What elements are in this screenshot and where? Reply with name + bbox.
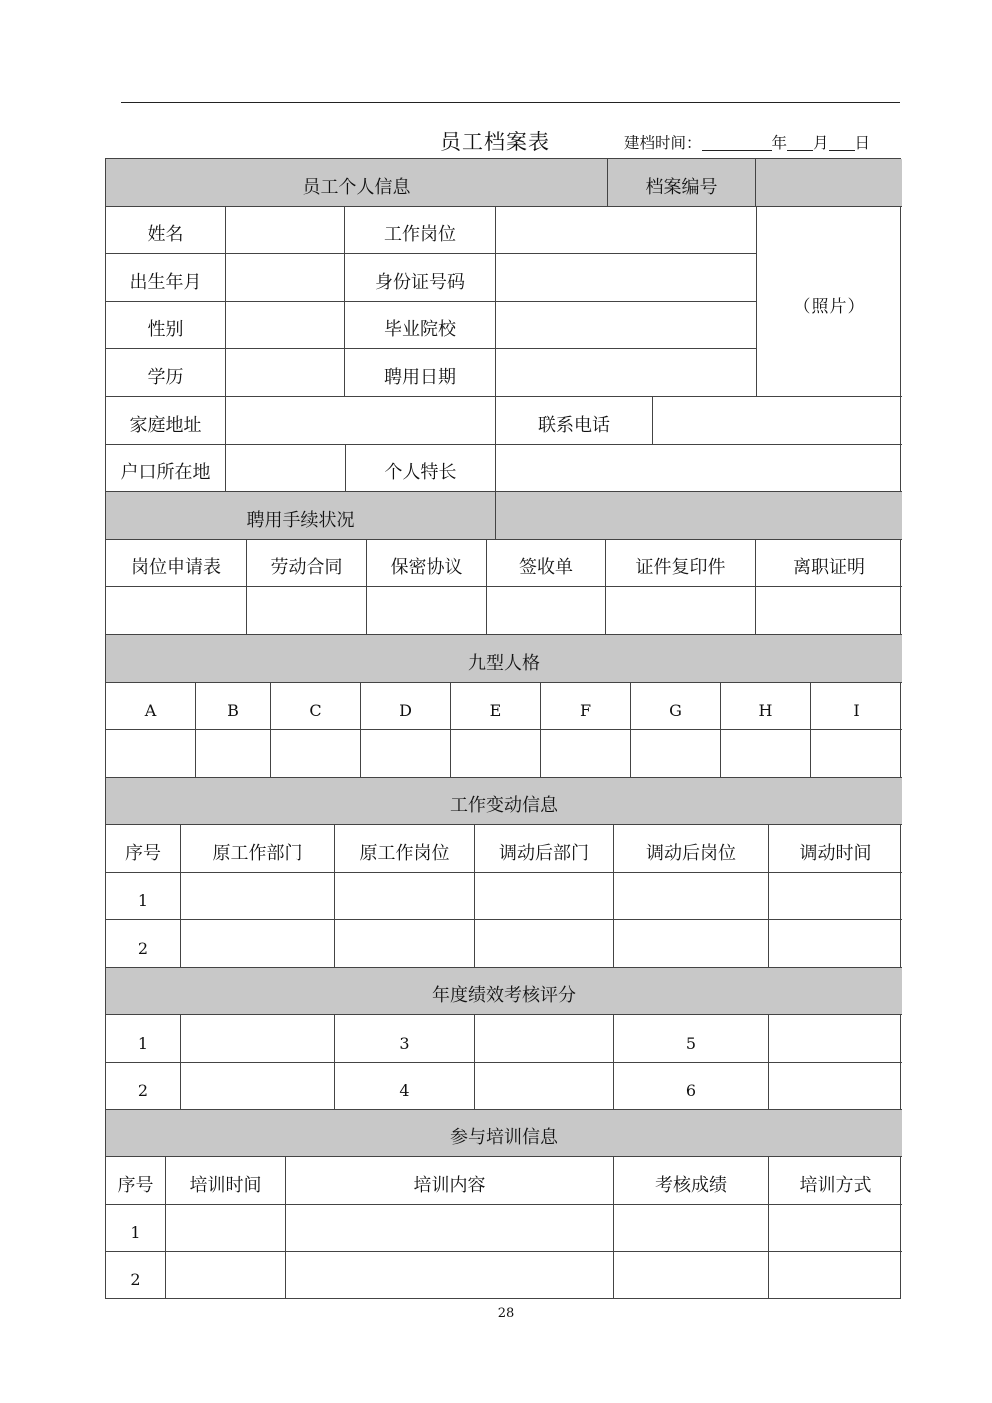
training-col-time: 培训时间 bbox=[166, 1157, 286, 1205]
enneagram-field-f[interactable] bbox=[541, 730, 631, 778]
training-row-2-score[interactable] bbox=[614, 1252, 769, 1298]
performance-score-4[interactable] bbox=[475, 1063, 614, 1110]
transfer-col-no: 序号 bbox=[106, 825, 181, 873]
school-field[interactable] bbox=[496, 302, 757, 349]
training-row-2-time[interactable] bbox=[166, 1252, 286, 1298]
year-blank[interactable] bbox=[702, 134, 772, 151]
transfer-row-2-old-dept[interactable] bbox=[181, 920, 335, 968]
performance-score-5[interactable] bbox=[769, 1015, 902, 1063]
enneagram-field-d[interactable] bbox=[361, 730, 451, 778]
performance-label-2: 2 bbox=[106, 1063, 181, 1110]
hiring-status-blank bbox=[496, 492, 902, 540]
training-row-2-no: 2 bbox=[106, 1252, 166, 1298]
filing-date-label: 建档时间： bbox=[624, 134, 702, 152]
training-row-1-content[interactable] bbox=[286, 1205, 614, 1252]
transfer-row-2-new-position[interactable] bbox=[614, 920, 769, 968]
header-rule bbox=[121, 102, 900, 103]
enneagram-col-c: C bbox=[271, 683, 361, 730]
enneagram-col-e: E bbox=[451, 683, 541, 730]
hiring-field-id-copy[interactable] bbox=[606, 587, 756, 635]
transfer-col-new-dept: 调动后部门 bbox=[475, 825, 614, 873]
transfer-row-1-new-dept[interactable] bbox=[475, 873, 614, 920]
address-label: 家庭地址 bbox=[106, 397, 226, 445]
hire-date-label: 聘用日期 bbox=[345, 349, 496, 397]
performance-score-1[interactable] bbox=[181, 1015, 335, 1063]
enneagram-col-f: F bbox=[541, 683, 631, 730]
enneagram-field-e[interactable] bbox=[451, 730, 541, 778]
hiring-field-application[interactable] bbox=[106, 587, 247, 635]
performance-score-2[interactable] bbox=[181, 1063, 335, 1110]
transfer-col-old-position: 原工作岗位 bbox=[335, 825, 475, 873]
training-col-content: 培训内容 bbox=[286, 1157, 614, 1205]
hiring-col-receipt: 签收单 bbox=[487, 540, 606, 587]
skills-field[interactable] bbox=[496, 445, 902, 492]
transfer-row-1-old-position[interactable] bbox=[335, 873, 475, 920]
hiring-field-nda[interactable] bbox=[367, 587, 487, 635]
performance-label-1: 1 bbox=[106, 1015, 181, 1063]
birth-field[interactable] bbox=[226, 254, 345, 302]
education-label: 学历 bbox=[106, 349, 226, 397]
training-col-method: 培训方式 bbox=[769, 1157, 902, 1205]
hiring-status-header: 聘用手续状况 bbox=[106, 492, 496, 540]
hire-date-field[interactable] bbox=[496, 349, 757, 397]
personal-info-header: 员工个人信息 bbox=[106, 159, 608, 207]
enneagram-field-a[interactable] bbox=[106, 730, 196, 778]
archive-no-label: 档案编号 bbox=[608, 159, 756, 207]
transfer-header: 工作变动信息 bbox=[106, 778, 902, 825]
performance-label-5: 5 bbox=[614, 1015, 769, 1063]
enneagram-header: 九型人格 bbox=[106, 635, 902, 683]
employee-record-form bbox=[105, 158, 901, 1299]
hukou-field[interactable] bbox=[226, 445, 346, 492]
transfer-row-2-new-dept[interactable] bbox=[475, 920, 614, 968]
hiring-field-resignation[interactable] bbox=[756, 587, 902, 635]
education-field[interactable] bbox=[226, 349, 345, 397]
hiring-col-contract: 劳动合同 bbox=[247, 540, 367, 587]
transfer-row-1-no: 1 bbox=[106, 873, 181, 920]
transfer-row-2-time[interactable] bbox=[769, 920, 902, 968]
transfer-col-old-dept: 原工作部门 bbox=[181, 825, 335, 873]
enneagram-field-i[interactable] bbox=[811, 730, 902, 778]
transfer-row-1-time[interactable] bbox=[769, 873, 902, 920]
enneagram-col-a: A bbox=[106, 683, 196, 730]
name-field[interactable] bbox=[226, 207, 345, 254]
training-row-2-method[interactable] bbox=[769, 1252, 902, 1298]
enneagram-field-g[interactable] bbox=[631, 730, 721, 778]
name-label: 姓名 bbox=[106, 207, 226, 254]
id-no-field[interactable] bbox=[496, 254, 757, 302]
training-row-1-score[interactable] bbox=[614, 1205, 769, 1252]
phone-field[interactable] bbox=[653, 397, 902, 445]
gender-field[interactable] bbox=[226, 302, 345, 349]
transfer-row-1-new-position[interactable] bbox=[614, 873, 769, 920]
filing-date bbox=[624, 131, 870, 153]
archive-no-field[interactable] bbox=[756, 159, 902, 207]
school-label: 毕业院校 bbox=[345, 302, 496, 349]
performance-label-3: 3 bbox=[335, 1015, 475, 1063]
training-col-score: 考核成绩 bbox=[614, 1157, 769, 1205]
transfer-col-new-position: 调动后岗位 bbox=[614, 825, 769, 873]
transfer-row-2-no: 2 bbox=[106, 920, 181, 968]
performance-label-4: 4 bbox=[335, 1063, 475, 1110]
transfer-row-2-old-position[interactable] bbox=[335, 920, 475, 968]
performance-score-6[interactable] bbox=[769, 1063, 902, 1110]
day-blank[interactable] bbox=[829, 134, 855, 151]
enneagram-col-i: I bbox=[811, 683, 902, 730]
performance-score-3[interactable] bbox=[475, 1015, 614, 1063]
hiring-col-application: 岗位申请表 bbox=[106, 540, 247, 587]
form-title: 员工档案表 bbox=[440, 130, 550, 154]
day-label: 日 bbox=[854, 134, 871, 152]
month-blank[interactable] bbox=[787, 134, 813, 151]
enneagram-col-g: G bbox=[631, 683, 721, 730]
phone-label: 联系电话 bbox=[496, 397, 653, 445]
year-label: 年 bbox=[771, 134, 788, 152]
gender-label: 性别 bbox=[106, 302, 226, 349]
training-header: 参与培训信息 bbox=[106, 1110, 902, 1157]
enneagram-field-h[interactable] bbox=[721, 730, 811, 778]
hiring-col-id-copy: 证件复印件 bbox=[606, 540, 756, 587]
training-col-no: 序号 bbox=[106, 1157, 166, 1205]
hukou-label: 户口所在地 bbox=[106, 445, 226, 492]
photo-box[interactable] bbox=[757, 207, 902, 397]
skills-label: 个人特长 bbox=[346, 445, 496, 492]
page-number: 28 bbox=[497, 1306, 515, 1321]
birth-label: 出生年月 bbox=[106, 254, 226, 302]
transfer-row-1-old-dept[interactable] bbox=[181, 873, 335, 920]
training-row-1-method[interactable] bbox=[769, 1205, 902, 1252]
position-field[interactable] bbox=[496, 207, 757, 254]
training-row-1-time[interactable] bbox=[166, 1205, 286, 1252]
month-label: 月 bbox=[813, 134, 829, 152]
training-row-1-no: 1 bbox=[106, 1205, 166, 1252]
enneagram-col-h: H bbox=[721, 683, 811, 730]
performance-header: 年度绩效考核评分 bbox=[106, 968, 902, 1015]
performance-label-6: 6 bbox=[614, 1063, 769, 1110]
hiring-field-receipt[interactable] bbox=[487, 587, 606, 635]
photo-placeholder: （照片） bbox=[793, 297, 866, 317]
enneagram-col-b: B bbox=[196, 683, 271, 730]
enneagram-col-d: D bbox=[361, 683, 451, 730]
transfer-col-time: 调动时间 bbox=[769, 825, 902, 873]
enneagram-field-c[interactable] bbox=[271, 730, 361, 778]
hiring-field-contract[interactable] bbox=[247, 587, 367, 635]
training-row-2-content[interactable] bbox=[286, 1252, 614, 1298]
enneagram-field-b[interactable] bbox=[196, 730, 271, 778]
id-no-label: 身份证号码 bbox=[345, 254, 496, 302]
address-field[interactable] bbox=[226, 397, 496, 445]
position-label: 工作岗位 bbox=[345, 207, 496, 254]
hiring-col-resignation: 离职证明 bbox=[756, 540, 902, 587]
hiring-col-nda: 保密协议 bbox=[367, 540, 487, 587]
